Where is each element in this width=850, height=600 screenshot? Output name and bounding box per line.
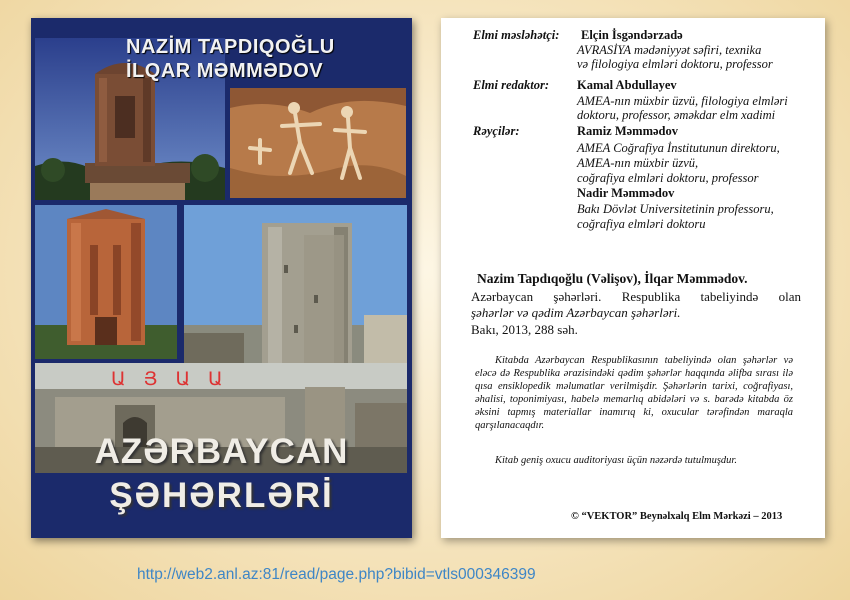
cover-author-2: İLQAR MƏMMƏDOV: [126, 60, 324, 82]
credit-desc: və filologiya elmləri doktoru, professor: [577, 57, 773, 71]
source-url-link[interactable]: http://web2.anl.az:81/read/page.php?bibid=vtls000346399: [137, 566, 536, 583]
cover-title-line-1: AZƏRBAYCAN: [94, 432, 349, 471]
momine-khatun-photo: [35, 205, 177, 359]
title-verso-page: [441, 18, 825, 538]
abstract-text: Kitabda Azərbaycan Respublikasının tabeliyində olan şəhərlər və eləcə də Respublika ərazisindəki qədim şəhərlər haqqında əlifba sırası ilə qısa ensiklopedik məlumatlar verilmişdir. Şəhərlərin tarixi, coğrafiyası, əhalisi, toponimiyası, habelə memarlıq abidələri və s. barədə kitabda öz əksini tapmış materiallar inamırıq ki, oxucular tərəfindən maraqla qarşılanacaqdır.: [475, 355, 793, 431]
credit-name: Kamal Abdullayev: [577, 78, 677, 92]
credit-desc: coğrafiya elmləri doktoru, professor: [577, 171, 759, 185]
credit-desc: coğrafiya elmləri doktoru: [577, 217, 706, 231]
cover-title-line-2: ŞƏHƏRLƏRİ: [109, 476, 334, 515]
audience-note: Kitab geniş oxucu auditoriyası üçün nəzərdə tutulmuşdur.: [495, 455, 737, 466]
biblio-place: Bakı, 2013, 288 səh.: [471, 322, 578, 337]
main-author-line: Nazim Tapdıqoğlu (Vəlişov), İlqar Məmmədov.: [477, 271, 748, 286]
petroglyph-photo: [230, 88, 406, 198]
credit-desc: Bakı Dövlət Universitetinin professoru,: [577, 202, 774, 216]
book-cover: [31, 18, 412, 538]
credit-desc: AVRASİYA mədəniyyət səfiri, texnika: [577, 43, 762, 57]
credit-name: Ramiz Məmmədov: [577, 124, 679, 138]
maiden-tower-photo: [184, 205, 407, 371]
credit-role: Rəyçilər:: [473, 124, 520, 138]
cover-red-stamp-text: Ա Յ Ա Ա: [111, 368, 229, 390]
biblio-line-1: Azərbaycan şəhərləri. Respublika tabeliyində olan: [471, 289, 801, 304]
cover-author-1: NAZİM TAPDIQOĞLU: [126, 36, 335, 58]
credit-desc: AMEA-nın müxbir üzvü, filologiya elmləri: [577, 94, 788, 108]
credit-role: Elmi redaktor:: [473, 78, 550, 92]
credit-role: Elmi məsləhətçi:: [473, 28, 560, 42]
credit-desc: AMEA-nın müxbir üzvü,: [577, 156, 699, 170]
biblio-line-2: şəhərlər və qədim Azərbaycan şəhərləri.: [471, 305, 681, 320]
credit-desc: doktoru, professor, əməkdar elm xadimi: [577, 108, 776, 122]
credit-name: Nadir Məmmədov: [577, 186, 675, 200]
credit-desc: AMEA Coğrafiya İnstitutunun direktoru,: [577, 141, 780, 155]
copyright-line: © “VEKTOR” Beynəlxalq Elm Mərkəzi – 2013: [571, 511, 783, 522]
credit-name: Elçin İsgəndərzadə: [581, 28, 683, 42]
